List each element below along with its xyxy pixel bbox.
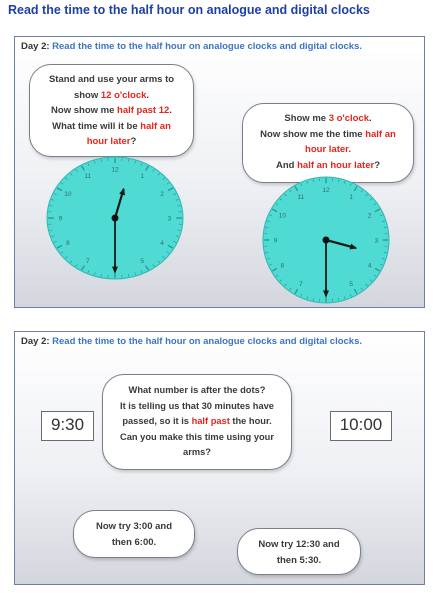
clock-numeral: 2 xyxy=(160,191,164,199)
speech-bubble-bottom-left xyxy=(73,510,195,558)
bubble-line: arms? xyxy=(183,447,211,457)
slide-header xyxy=(21,336,362,347)
bubble-line: Now show me half past 12. xyxy=(51,105,172,116)
speech-bubble-left xyxy=(29,64,194,157)
clock-numeral: 7 xyxy=(85,257,90,265)
slide-header-text: Read the time to the half hour on analogue clocks and digital clocks. xyxy=(52,336,363,347)
clock-center-pin xyxy=(323,237,330,244)
clock-numeral: 4 xyxy=(160,239,164,247)
bubble-line: hour later? xyxy=(86,136,137,147)
bubble-line: What number is after the dots? xyxy=(128,385,266,395)
clock-numeral: 10 xyxy=(64,191,72,199)
clock-numeral: 7 xyxy=(298,281,303,289)
analogue-clock-left xyxy=(45,155,185,281)
slide-header-day: Day 2: xyxy=(21,41,50,52)
speech-bubble-center xyxy=(102,374,292,470)
clock-numeral: 3 xyxy=(374,237,379,245)
clock-numeral: 2 xyxy=(367,212,372,220)
bubble-line: then 6:00. xyxy=(111,536,157,548)
digital-clock-left: 9:30 xyxy=(41,411,94,441)
bubble-line: hour later. xyxy=(305,144,351,155)
clock-numeral: 5 xyxy=(140,257,145,265)
clock-numeral: 9 xyxy=(58,215,63,223)
clock-center-pin xyxy=(112,215,119,222)
bubble-line: passed, so it is half past the hour. xyxy=(122,416,272,426)
clock-numeral: 12 xyxy=(322,187,330,195)
bubble-line: Show me 3 o'clock. xyxy=(284,113,372,124)
bubble-line: Now try 3:00 and xyxy=(95,521,173,532)
bubble-line: What time will it be half an xyxy=(52,120,171,132)
clock-numeral: 12 xyxy=(111,166,119,174)
bubble-line: show 12 o'clock. xyxy=(73,89,150,101)
clock-numeral: 10 xyxy=(278,212,286,220)
clock-numeral: 5 xyxy=(349,281,354,289)
clock-numeral: 11 xyxy=(297,193,305,201)
bubble-line: Now try 12:30 and xyxy=(258,539,340,550)
slide-header-text: Read the time to the half hour on analogue clocks and digital clocks. xyxy=(52,41,363,52)
clock-numeral: 11 xyxy=(84,173,92,181)
slide-header xyxy=(21,41,362,52)
clock-numeral: 4 xyxy=(367,262,372,270)
page-title: Read the time to the half hour on analogue and digital clocks xyxy=(8,3,370,17)
clock-numeral: 8 xyxy=(66,239,70,247)
speech-bubble-right xyxy=(242,103,414,183)
bubble-line: Now show me the time half an xyxy=(260,128,396,140)
clock-numeral: 9 xyxy=(273,237,278,245)
digital-clock-right: 10:00 xyxy=(330,411,392,441)
slide-day2-part2 xyxy=(14,331,425,585)
slide-day2-part1 xyxy=(14,36,425,308)
clock-numeral: 3 xyxy=(167,215,172,223)
clock-numeral: 1 xyxy=(140,173,145,181)
bubble-line: then 5:30. xyxy=(276,554,322,566)
bubble-line: Can you make this time using your xyxy=(120,431,274,442)
clock-numeral: 1 xyxy=(349,193,354,201)
bubble-line: It is telling us that 30 minutes have xyxy=(120,400,274,411)
bubble-line: Stand and use your arms to xyxy=(48,74,175,85)
bubble-line: And half an hour later? xyxy=(276,159,380,171)
clock-numeral: 8 xyxy=(280,262,285,270)
slide-header-day: Day 2: xyxy=(21,336,50,347)
speech-bubble-bottom-right xyxy=(237,528,361,575)
analogue-clock-right xyxy=(261,175,391,305)
